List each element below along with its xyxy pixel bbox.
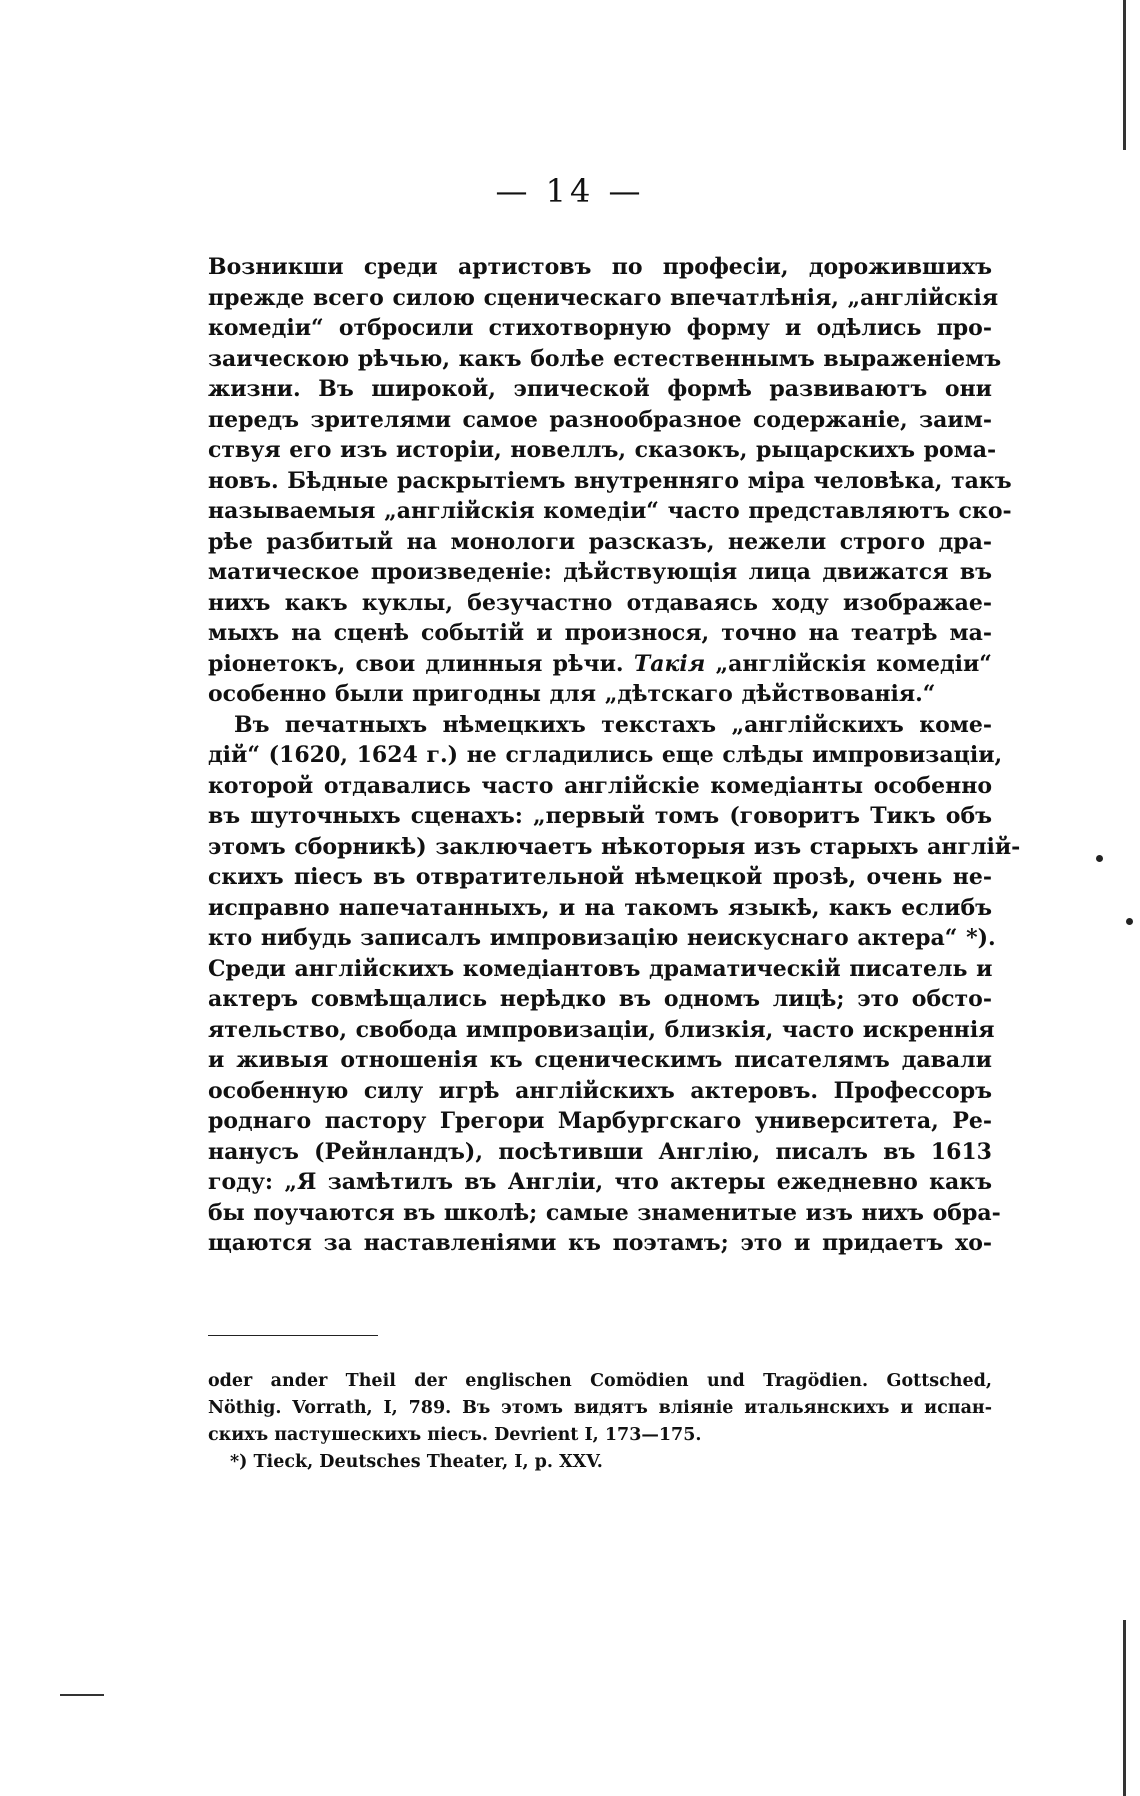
scan-margin-bar — [1123, 0, 1126, 150]
text-line: нихъ какъ куклы, безучастно отдаваясь ходу изображае- — [208, 589, 992, 616]
footnotes — [208, 1368, 992, 1476]
main-text — [208, 252, 1021, 1259]
text-line: называемыя „англійскія комедіи“ часто представляютъ ско- — [208, 498, 1012, 524]
text-line: новъ. Бѣдные раскрытіемъ внутренняго міра человѣка, такъ — [208, 467, 1012, 494]
footnote-separator — [208, 1335, 378, 1336]
text-line: въ шуточныхъ сценахъ: „первый томъ (говоритъ Тикъ объ — [208, 803, 992, 829]
text-line: скихъ піесъ въ отвратительной нѣмецкой прозѣ, очень не- — [208, 864, 992, 890]
text-line: жизни. Въ широкой, эпической формѣ развиваютъ они — [208, 376, 992, 402]
text-line: мыхъ на сценѣ событій и произнося, точно на театрѣ ма- — [208, 620, 992, 646]
text-line: Среди англійскихъ комедіантовъ драматическій писатель и — [208, 955, 993, 982]
text-line: дій“ (1620, 1624 г.) не сгладились еще слѣды импровизаціи, — [208, 742, 1003, 768]
italic-phrase: Такія — [633, 650, 706, 677]
text-line: исправно напечатанныхъ, и на такомъ языкѣ, какъ еслибъ — [208, 894, 992, 921]
text-line: этомъ сборникѣ) заключаетъ нѣкоторыя изъ старыхъ англій- — [208, 833, 1021, 860]
scan-mark-dot — [1126, 918, 1133, 925]
text-line: которой отдавались часто англійскіе комедіанты особенно — [208, 772, 992, 799]
text-line-mixed — [208, 649, 992, 680]
text-line: бы поучаются въ школѣ; самые знаменитые изъ нихъ обра- — [208, 1199, 1001, 1226]
text-line: году: „Я замѣтилъ въ Англіи, что актеры ежедневно какъ — [208, 1169, 992, 1195]
text-line: прежде всего силою сценическаго впечатлѣнія, „англійскія — [208, 284, 999, 311]
text-line: актеръ совмѣщались нерѣдко въ одномъ лицѣ; это обсто- — [208, 986, 992, 1012]
text-line: комедіи“ отбросили стихотворную форму и одѣлись про- — [208, 315, 992, 341]
text-line: рѣе разбитый на монологи разсказъ, нежели строго дра- — [208, 528, 992, 555]
scan-mark-dash — [60, 1694, 104, 1696]
text-line: и живыя отношенія къ сценическимъ писателямъ давали — [208, 1047, 992, 1073]
text-line: кто нибудь записалъ импровизацію неискуснаго актера“ *). — [208, 925, 996, 951]
footnote-line: *) Tieck, Deutsches Theater, I, p. XXV. — [230, 1452, 603, 1472]
text-line: заическою рѣчью, какъ болѣе естественнымъ выраженіемъ — [208, 345, 1002, 372]
text-line: ятельство, свобода импровизаціи, близкія, часто искреннія — [208, 1016, 995, 1043]
paragraph-start-line: Въ печатныхъ нѣмецкихъ текстахъ „англійскихъ коме- — [234, 711, 992, 738]
text-line: нанусъ (Рейнландъ), посѣтивши Англію, писалъ въ 1613 — [208, 1138, 992, 1165]
text-line: ствуя его изъ исторіи, новеллъ, сказокъ, рыцарскихъ рома- — [208, 437, 997, 463]
text-line: роднаго пастору Грегори Марбургскаго университета, Ре- — [208, 1108, 992, 1134]
page-number: — 14 — — [495, 172, 645, 210]
footnote-line: Nöthig. Vorrath, I, 789. Въ этомъ видятъ вліяніе итальянскихъ и испан- — [208, 1398, 992, 1418]
text-line: щаются за наставленіями къ поэтамъ; это и придаетъ хо- — [208, 1230, 992, 1256]
footnote-line: скихъ пастушескихъ піесъ. Devrient I, 173—175. — [208, 1425, 702, 1445]
text-line: Возникши среди артистовъ по професіи, дорожившихъ — [208, 254, 992, 280]
scan-margin-bar — [1123, 1620, 1126, 1796]
text-line: особенную силу игрѣ англійскихъ актеровъ. Професcоръ — [208, 1077, 992, 1104]
text-segment: ріонетокъ, свои длинныя рѣчи. — [208, 650, 624, 677]
text-line: передъ зрителями самое разнообразное содержаніе, заим- — [208, 406, 992, 433]
text-line: особенно были пригодны для „дѣтскаго дѣйствованія.“ — [208, 681, 936, 707]
scan-mark-dot — [1096, 855, 1103, 862]
text-line: матическое произведеніе: дѣйствующія лица движатся въ — [208, 559, 992, 585]
text-segment: „англійскія комедіи“ — [715, 650, 992, 677]
footnote-line: oder ander Theil der englischen Comödien und Tragödien. Gottsched, — [208, 1371, 992, 1391]
